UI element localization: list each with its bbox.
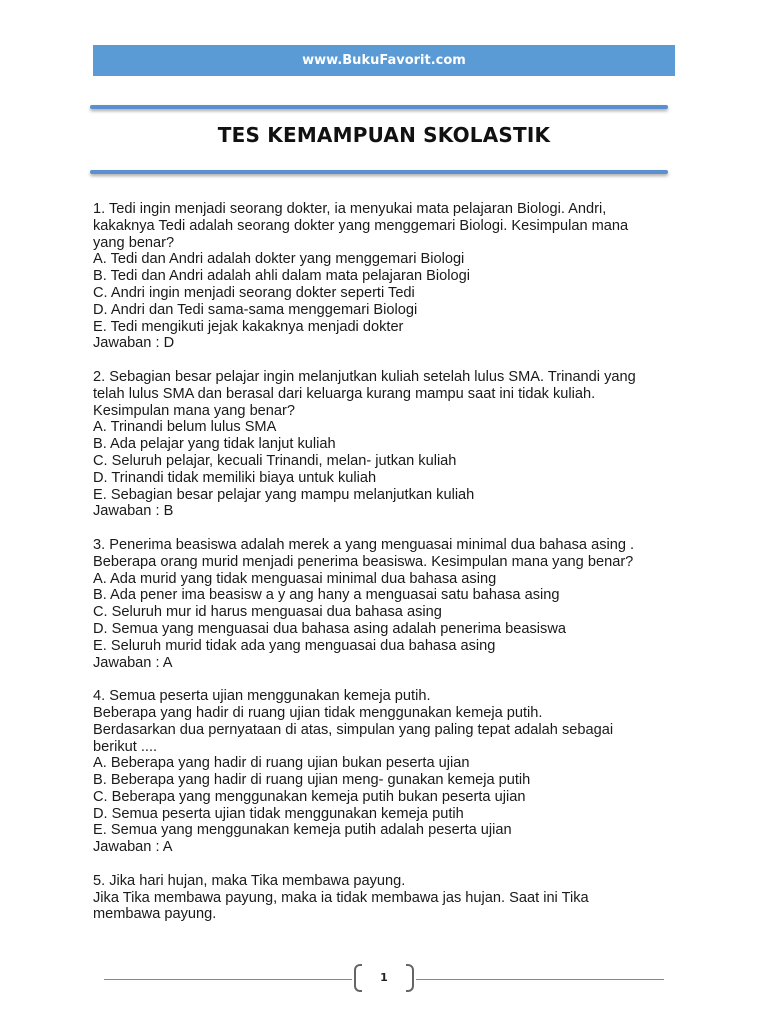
question-line: Kesimpulan mana yang benar? xyxy=(93,402,296,419)
site-banner: www.BukuFavorit.com xyxy=(93,45,675,76)
question-line: 5. Jika hari hujan, maka Tika membawa payung. xyxy=(93,872,406,889)
option-e: E. Tedi mengikuti jejak kakaknya menjadi dokter xyxy=(93,318,404,335)
question-line: Berdasarkan dua pernyataan di atas, simpulan yang paling tepat adalah sebagai xyxy=(93,721,614,738)
question-4 xyxy=(93,688,678,856)
option-a: A. Beberapa yang hadir di ruang ujian bukan peserta ujian xyxy=(93,755,470,772)
option-c: C. Seluruh mur id harus menguasai dua bahasa asing xyxy=(93,604,442,621)
answer: Jawaban : A xyxy=(93,839,173,856)
question-2 xyxy=(93,369,678,520)
question-line: Beberapa yang hadir di ruang ujian tidak menggunakan kemeja putih. xyxy=(93,704,543,721)
option-d: D. Andri dan Tedi sama-sama menggemari Biologi xyxy=(93,301,418,318)
question-line: yang benar? xyxy=(93,234,175,251)
title-top-rule xyxy=(90,105,668,109)
question-line: 1. Tedi ingin menjadi seorang dokter, ia menyukai mata pelajaran Biologi. Andri, xyxy=(93,201,607,217)
option-c: C. Seluruh pelajar, kecuali Trinandi, melan- jutkan kuliah xyxy=(93,452,457,469)
option-d: D. Semua peserta ujian tidak menggunakan kemeja putih xyxy=(93,805,464,822)
question-line: membawa payung. xyxy=(93,906,217,923)
footer-rule-right xyxy=(416,979,664,980)
page-number: 1 xyxy=(380,971,388,984)
question-list xyxy=(93,201,678,940)
question-line: 3. Penerima beasiswa adalah merek a yang menguasai minimal dua bahasa asing . xyxy=(93,536,635,553)
answer: Jawaban : D xyxy=(93,335,175,352)
question-line: 4. Semua peserta ujian menggunakan kemeja putih. xyxy=(93,688,431,705)
option-e: E. Sebagian besar pelajar yang mampu melanjutkan kuliah xyxy=(93,486,475,503)
option-a: A. Ada murid yang tidak menguasai minimal dua bahasa asing xyxy=(93,570,497,587)
question-line: kakaknya Tedi adalah seorang dokter yang menggemari Biologi. Kesimpulan mana xyxy=(93,217,629,234)
option-d: D. Trinandi tidak memiliki biaya untuk kuliah xyxy=(93,469,377,486)
option-b: B. Ada pener ima beasisw a y ang hany a menguasai satu bahasa asing xyxy=(93,587,560,604)
option-b: B. Ada pelajar yang tidak lanjut kuliah xyxy=(93,436,336,453)
option-c: C. Beberapa yang menggunakan kemeja putih bukan peserta ujian xyxy=(93,788,526,805)
title-bottom-rule xyxy=(90,170,668,174)
question-5 xyxy=(93,873,678,923)
option-d: D. Semua yang menguasai dua bahasa asing adalah penerima beasiswa xyxy=(93,620,566,637)
option-b: B. Beberapa yang hadir di ruang ujian meng- gunakan kemeja putih xyxy=(93,772,531,789)
question-1 xyxy=(93,201,678,352)
option-e: E. Semua yang menggunakan kemeja putih adalah peserta ujian xyxy=(93,822,512,839)
question-3 xyxy=(93,537,678,671)
right-brace-icon xyxy=(406,964,414,992)
question-line: Beberapa orang murid menjadi penerima beasiswa. Kesimpulan mana yang benar? xyxy=(93,553,634,570)
question-line: Jika Tika membawa payung, maka ia tidak membawa jas hujan. Saat ini Tika xyxy=(93,889,589,906)
page-title: TES KEMAMPUAN SKOLASTIK xyxy=(217,123,551,147)
footer-rule-left xyxy=(104,979,352,980)
question-line: telah lulus SMA dan berasal dari keluarga kurang mampu saat ini tidak kuliah. xyxy=(93,385,596,402)
option-b: B. Tedi dan Andri adalah ahli dalam mata pelajaran Biologi xyxy=(93,268,470,285)
question-line: 2. Sebagian besar pelajar ingin melanjutkan kuliah setelah lulus SMA. Trinandi yang xyxy=(93,368,636,385)
option-a: A. Trinandi belum lulus SMA xyxy=(93,419,277,436)
option-a: A. Tedi dan Andri adalah dokter yang menggemari Biologi xyxy=(93,251,465,268)
option-c: C. Andri ingin menjadi seorang dokter seperti Tedi xyxy=(93,284,415,301)
page-number-badge xyxy=(352,964,416,994)
answer: Jawaban : B xyxy=(93,503,174,520)
option-e: E. Seluruh murid tidak ada yang menguasai dua bahasa asing xyxy=(93,637,496,654)
question-line: berikut .... xyxy=(93,738,158,755)
answer: Jawaban : A xyxy=(93,654,173,671)
